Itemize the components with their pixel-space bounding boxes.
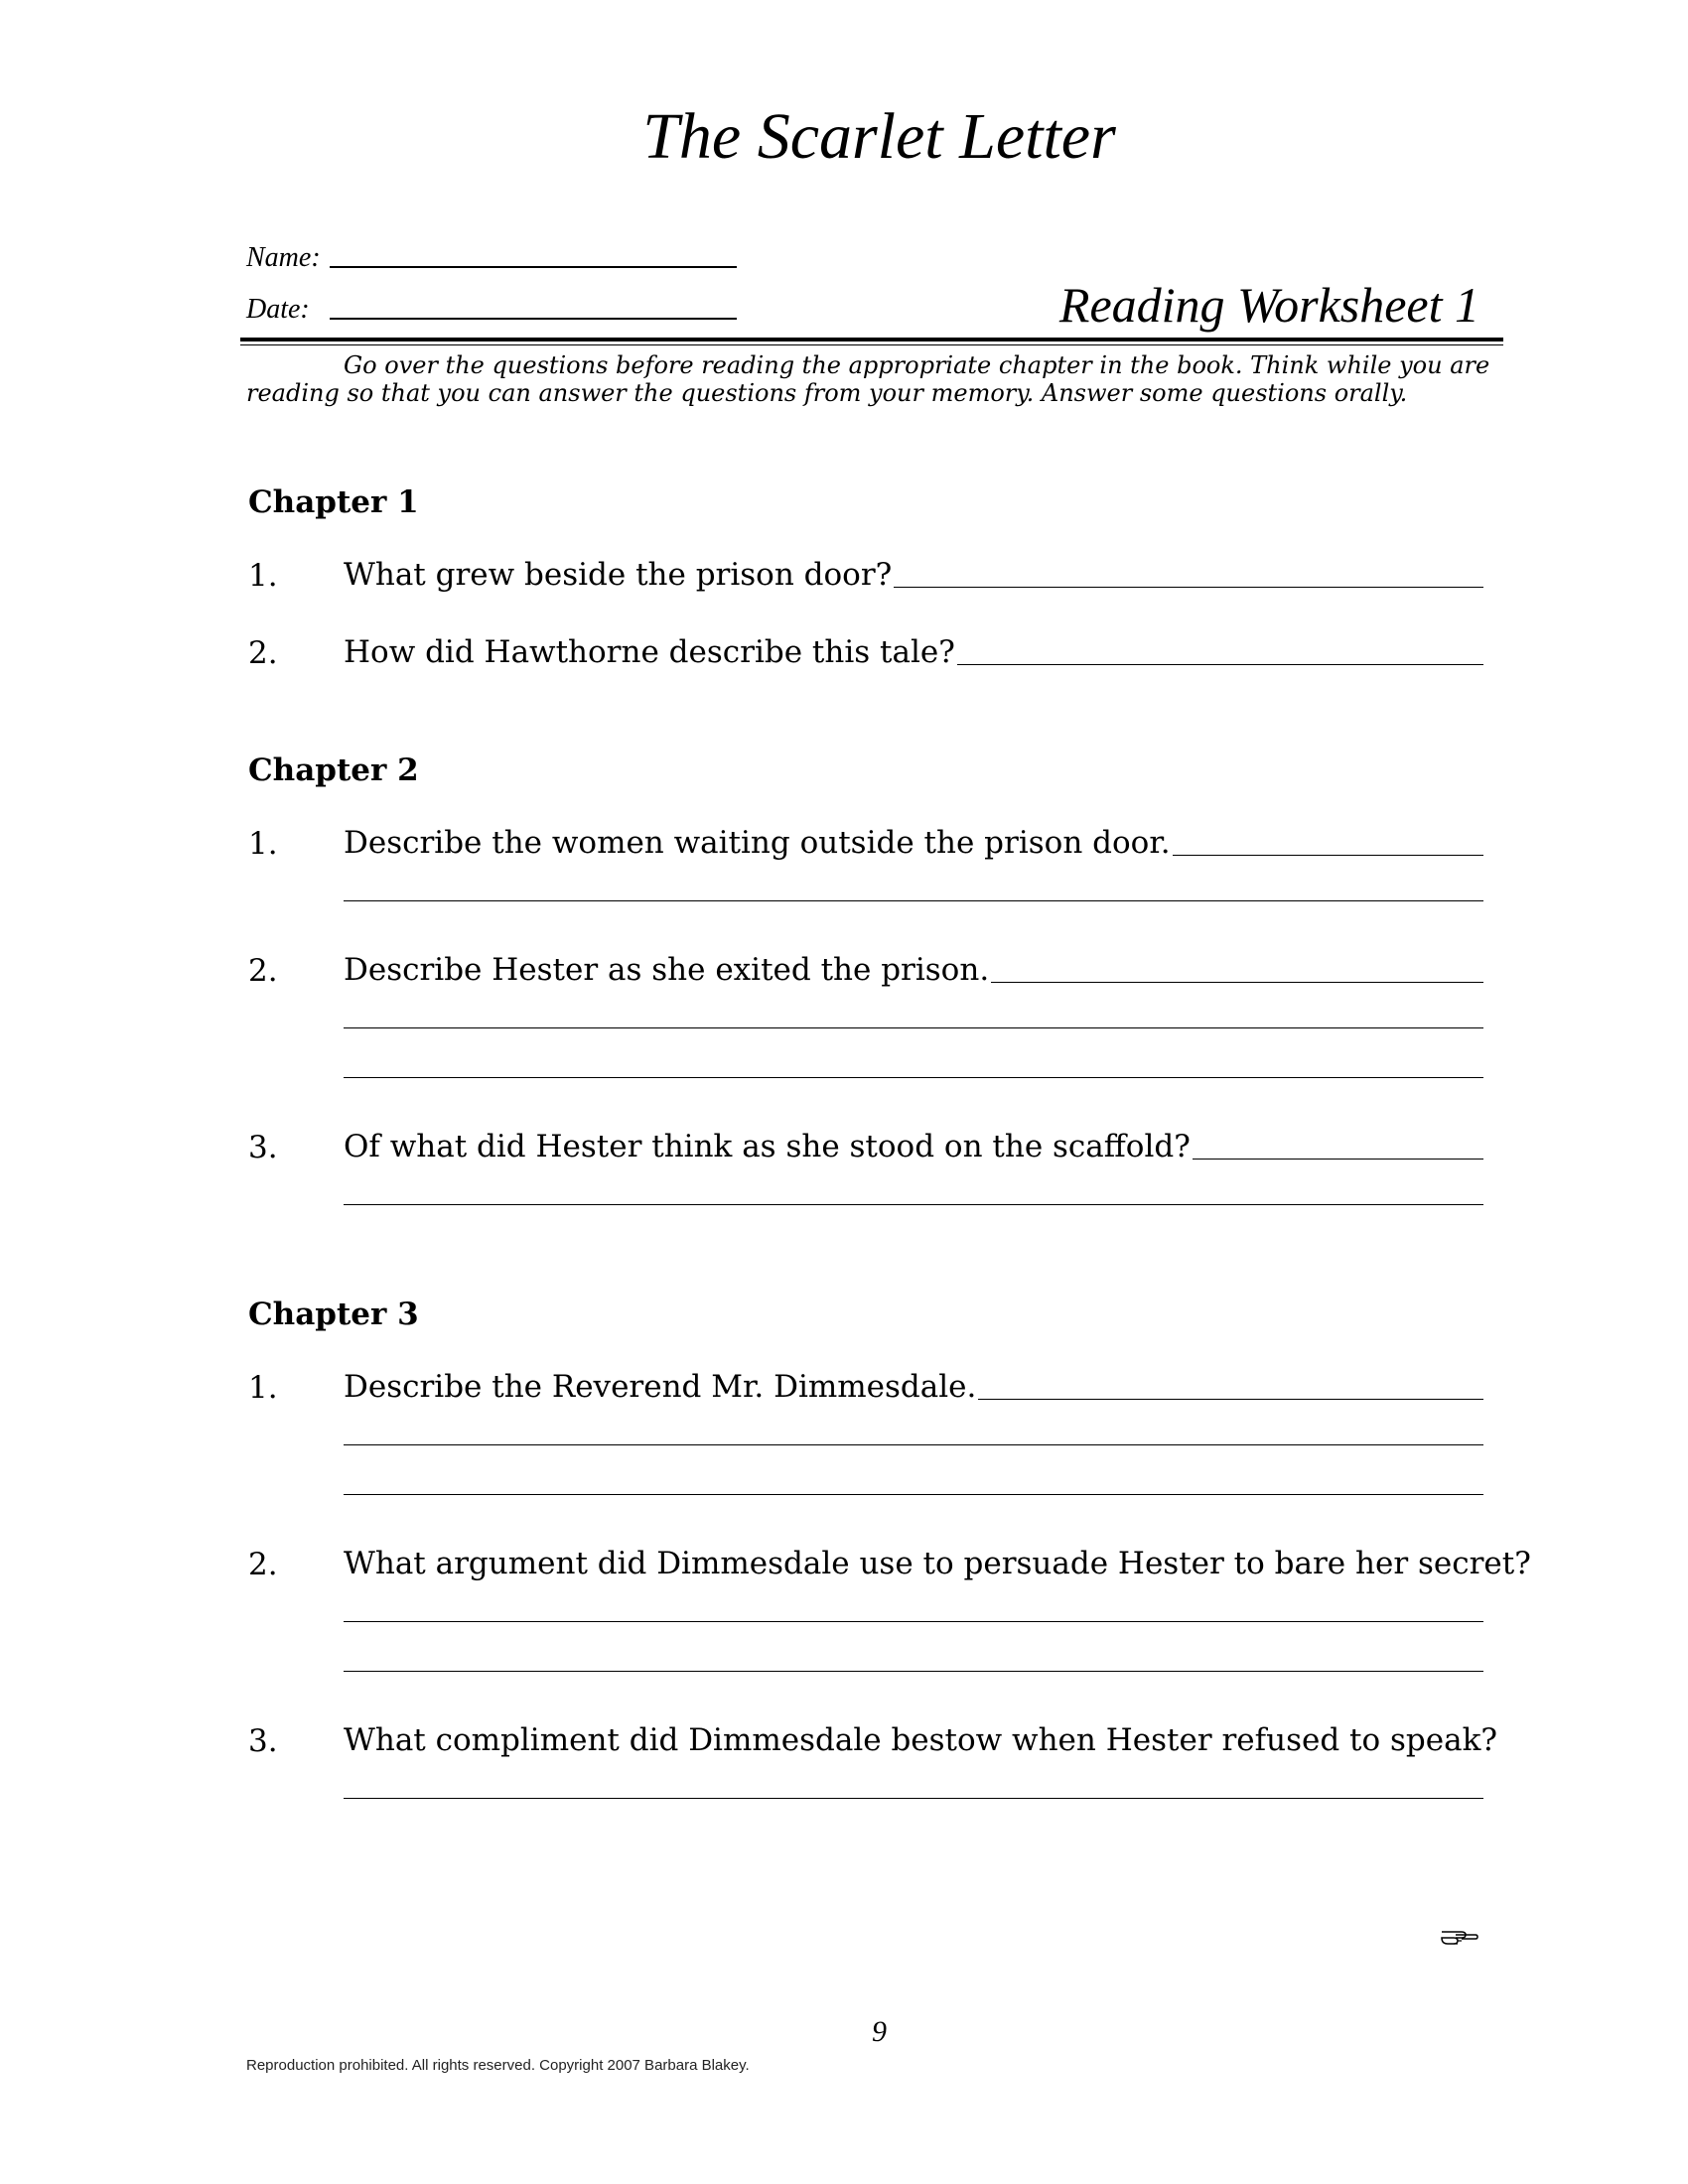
- answer-line[interactable]: [344, 1494, 1483, 1495]
- answer-line[interactable]: [344, 1077, 1483, 1078]
- question-row: [344, 824, 1483, 862]
- answer-line[interactable]: [344, 1204, 1483, 1205]
- question-row: [344, 1128, 1483, 1165]
- question-number: 2.: [248, 1547, 278, 1582]
- question-text: Describe the women waiting outside the prison door.: [344, 825, 1171, 861]
- question-text: What grew beside the prison door?: [344, 557, 893, 593]
- page-number: 9: [872, 2015, 887, 2048]
- copyright-notice: Reproduction prohibited. All rights reserved. Copyright 2007 Barbara Blakey.: [246, 2057, 750, 2074]
- question-number: 1.: [248, 826, 278, 862]
- answer-line[interactable]: [894, 587, 1483, 588]
- name-field[interactable]: [330, 266, 737, 268]
- question-text: How did Hawthorne describe this tale?: [344, 634, 955, 670]
- chapter-heading: Chapter 2: [248, 752, 419, 788]
- question-row: [344, 556, 1483, 594]
- question-number: 1.: [248, 558, 278, 594]
- question-text: Describe the Reverend Mr. Dimmesdale.: [344, 1369, 977, 1405]
- date-field[interactable]: [330, 318, 737, 320]
- name-label: Name:: [246, 242, 321, 273]
- answer-line[interactable]: [991, 982, 1483, 983]
- instructions: Go over the questions before reading the appropriate chapter in the book. Think while you are reading so that you can answer the questions from your memory. Answer some questions orally.: [246, 351, 1490, 407]
- question-text: What compliment did Dimmesdale bestow when Hester refused to speak?: [344, 1722, 1498, 1758]
- answer-line[interactable]: [344, 1621, 1483, 1622]
- header-rule-thin: [240, 344, 1503, 345]
- chapter-heading: Chapter 1: [248, 484, 419, 520]
- answer-line[interactable]: [978, 1399, 1483, 1400]
- answer-line[interactable]: [344, 1027, 1483, 1028]
- question-number: 1.: [248, 1370, 278, 1406]
- question-text: What argument did Dimmesdale use to persuade Hester to bare her secret?: [344, 1546, 1531, 1581]
- question-text: Of what did Hester think as she stood on the scaffold?: [344, 1129, 1191, 1164]
- question-number: 3.: [248, 1723, 278, 1759]
- answer-line[interactable]: [344, 1671, 1483, 1672]
- answer-line[interactable]: [344, 900, 1483, 901]
- question-row: [344, 1545, 1531, 1582]
- question-row: [344, 951, 1483, 989]
- question-number: 3.: [248, 1130, 278, 1165]
- question-text: Describe Hester as she exited the prison.: [344, 952, 990, 988]
- chapter-heading: Chapter 3: [248, 1297, 419, 1332]
- question-row: [344, 1368, 1483, 1406]
- answer-line[interactable]: [1193, 1159, 1483, 1160]
- answer-line[interactable]: [344, 1798, 1483, 1799]
- date-label: Date:: [246, 294, 310, 325]
- answer-line[interactable]: [1173, 855, 1483, 856]
- answer-line[interactable]: [344, 1444, 1483, 1445]
- question-number: 2.: [248, 953, 278, 989]
- worksheet-book-title: The Scarlet Letter: [642, 100, 1116, 173]
- pointing-hand-icon: [1440, 1924, 1479, 1948]
- question-number: 2.: [248, 635, 278, 671]
- question-row: [344, 633, 1483, 671]
- answer-line[interactable]: [957, 664, 1483, 665]
- question-row: [344, 1721, 1498, 1759]
- worksheet-title: Reading Worksheet 1: [1058, 277, 1479, 333]
- header-rule: [240, 338, 1503, 341]
